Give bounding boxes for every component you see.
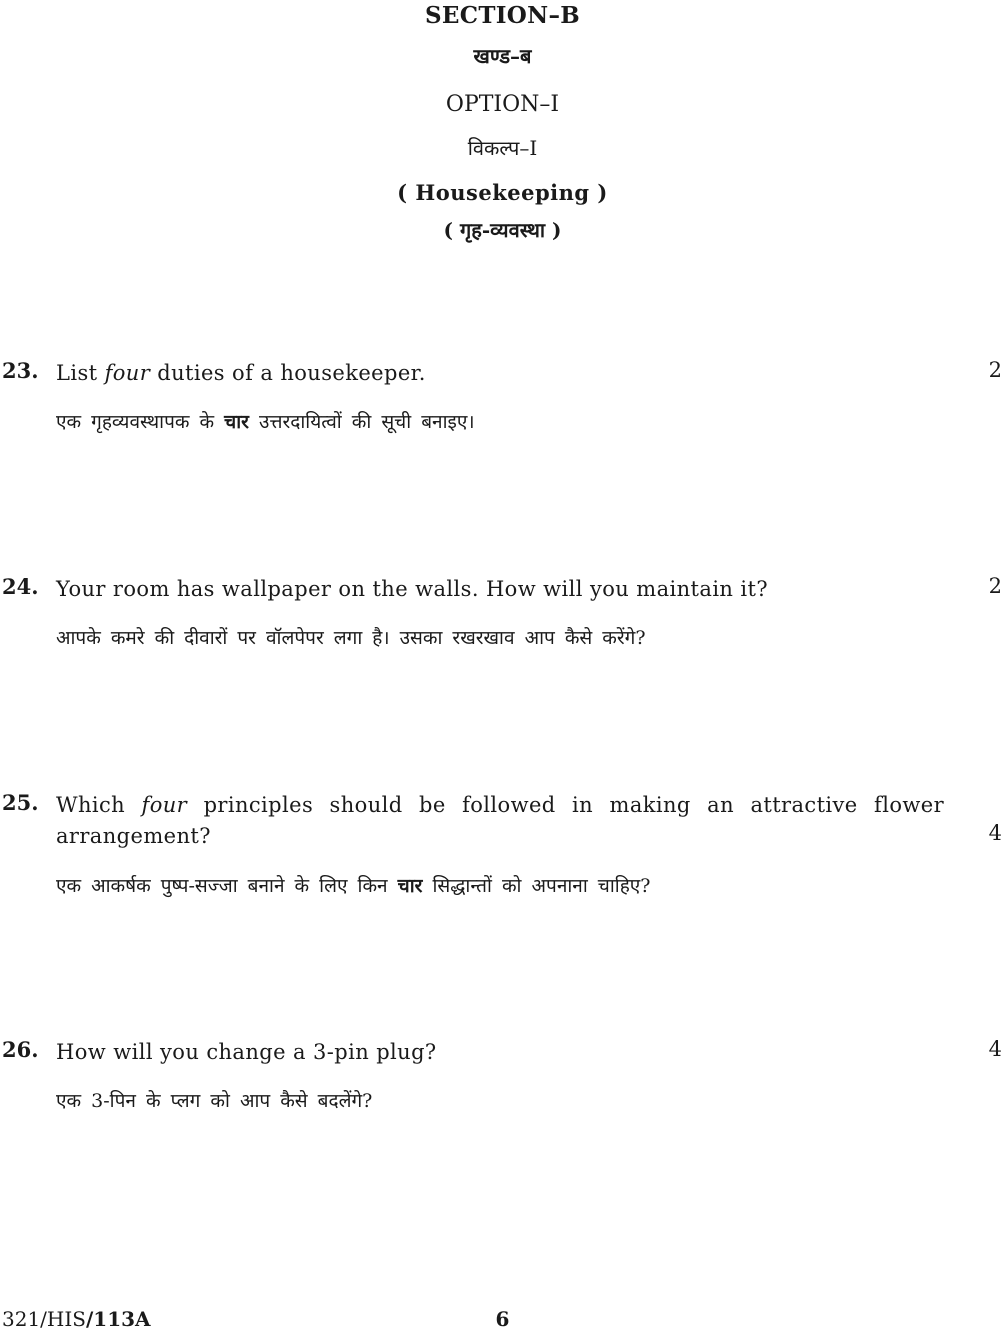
section-title: SECTION–B [424,2,581,29]
question-number: 26. [2,1037,39,1062]
marks: 4 [988,821,1002,845]
question-text-hindi: एक आकर्षक पुष्प-सज्जा बनाने के लिए किन चार सिद्धान्तों को अपनाना चाहिए? [56,875,651,897]
marks: 2 [988,574,1002,598]
question-text-english: List four duties of a housekeeper. [56,361,426,385]
section-title-hindi: खण्ड–ब [473,44,532,68]
question-text-english: How will you change a 3-pin plug? [56,1040,437,1064]
paper-code: 321/HIS/113A [2,1307,151,1331]
question-text-english-line2: arrangement? [56,824,211,848]
page-number: 6 [495,1307,510,1331]
question-text-hindi: आपके कमरे की दीवारों पर वॉलपेपर लगा है। उसका रखरखाव आप कैसे करेंगे? [56,627,646,649]
question-text-hindi: एक 3-पिन के प्लग को आप कैसे बदलेंगे? [56,1090,373,1112]
option-title-hindi: विकल्प–I [467,136,538,160]
option-title: OPTION–I [445,92,560,117]
subject-title-hindi: ( गृह-व्यवस्था ) [443,218,562,242]
marks: 2 [988,358,1002,382]
question-number: 24. [2,574,39,599]
question-text-hindi: एक गृहव्यवस्थापक के चार उत्तरदायित्वों की सूची बनाइए। [56,411,475,433]
subject-title: ( Housekeeping ) [397,180,608,205]
marks: 4 [988,1037,1002,1061]
question-text-english: Your room has wallpaper on the walls. How will you maintain it? [56,577,769,601]
question-number: 25. [2,790,39,815]
question-text-english: Which four principles should be followed in making an attractive flower [56,793,945,817]
question-number: 23. [2,358,39,383]
